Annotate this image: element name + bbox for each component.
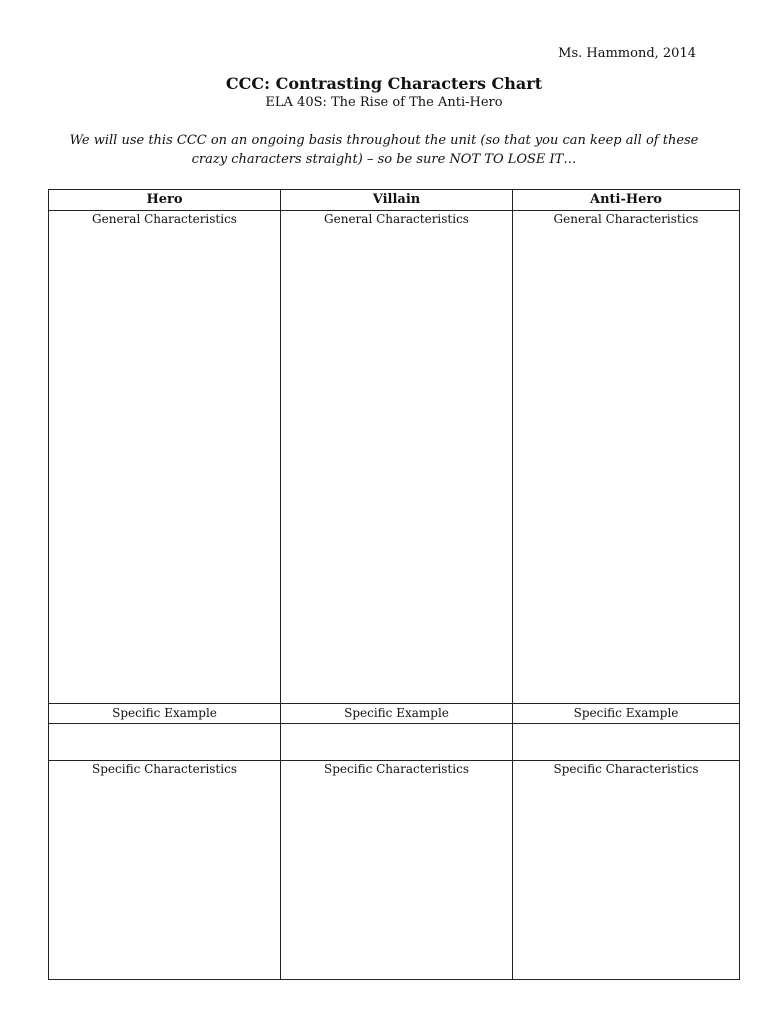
column-header-villain: Villain xyxy=(281,190,513,211)
anti-hero-specific-cell[interactable] xyxy=(513,761,740,980)
villain-example-label: Specific Example xyxy=(281,704,513,724)
villain-general-cell[interactable] xyxy=(281,211,513,704)
villain-specific-label: Specific Characteristics xyxy=(324,762,469,776)
hero-specific-label: Specific Characteristics xyxy=(92,762,237,776)
column-header-anti-hero: Anti-Hero xyxy=(513,190,740,211)
instructions-text: We will use this CCC on an ongoing basis throughout the unit (so that you can keep all of these crazy characters straight) – so be sure NOT TO LOSE IT… xyxy=(69,133,699,167)
anti-hero-example-cell[interactable] xyxy=(513,724,740,761)
anti-hero-general-label: General Characteristics xyxy=(553,212,699,226)
villain-example-cell[interactable] xyxy=(281,724,513,761)
general-characteristics-row xyxy=(49,211,740,704)
contrasting-characters-table xyxy=(48,189,740,980)
page-title: CCC: Contrasting Characters Chart xyxy=(225,74,543,93)
hero-general-label: General Characteristics xyxy=(92,212,237,226)
hero-example-label: Specific Example xyxy=(49,704,281,724)
specific-characteristics-row xyxy=(49,761,740,980)
header-row xyxy=(49,190,740,211)
hero-example-cell[interactable] xyxy=(49,724,281,761)
hero-general-cell[interactable] xyxy=(49,211,281,704)
page-subtitle: ELA 40S: The Rise of The Anti-Hero xyxy=(265,95,503,110)
specific-example-row xyxy=(49,724,740,761)
author-line: Ms. Hammond, 2014 xyxy=(558,46,696,61)
anti-hero-specific-label: Specific Characteristics xyxy=(553,762,699,776)
villain-specific-cell[interactable] xyxy=(281,761,513,980)
anti-hero-general-cell[interactable] xyxy=(513,211,740,704)
hero-specific-cell[interactable] xyxy=(49,761,281,980)
villain-general-label: General Characteristics xyxy=(324,212,469,226)
column-header-hero: Hero xyxy=(49,190,281,211)
specific-example-label-row xyxy=(49,704,740,724)
anti-hero-example-label: Specific Example xyxy=(513,704,740,724)
